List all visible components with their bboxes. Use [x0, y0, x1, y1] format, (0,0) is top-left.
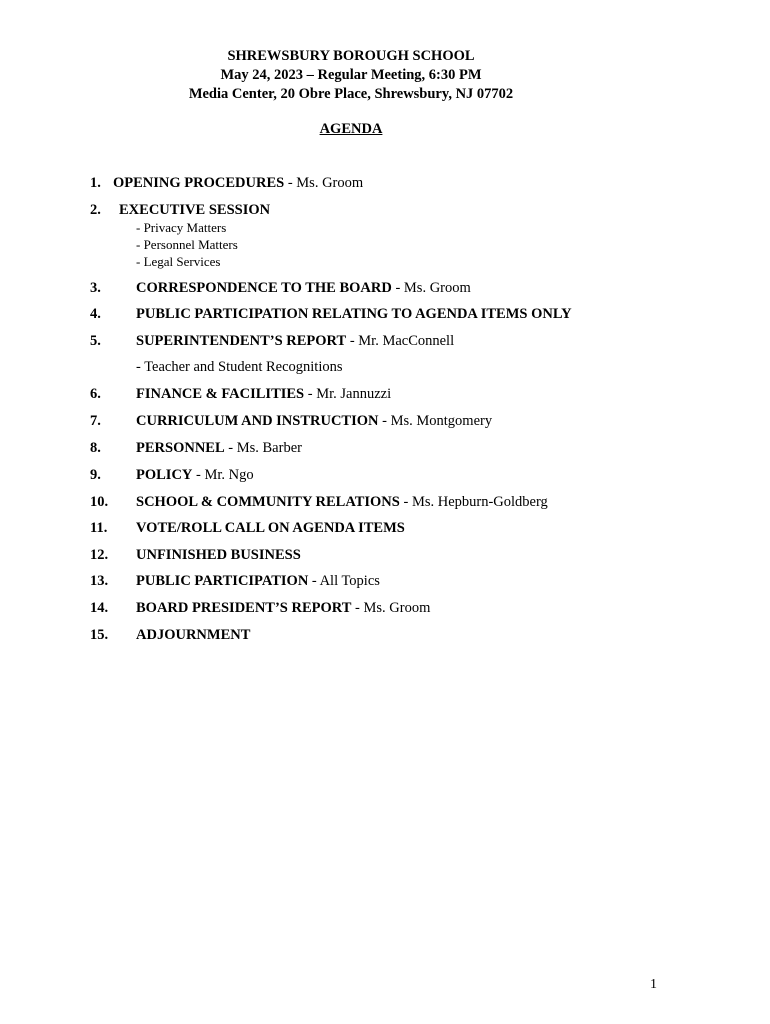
item-presenter: - Mr. Ngo	[192, 467, 254, 483]
agenda-title: AGENDA	[319, 121, 383, 137]
item-number: 12.	[90, 547, 109, 563]
item-title: PERSONNEL	[136, 440, 225, 456]
item-title: VOTE/ROLL CALL ON AGENDA ITEMS	[136, 520, 405, 536]
item-number: 3.	[90, 280, 101, 296]
item-number: 10.	[90, 494, 109, 510]
item-number: 4.	[90, 306, 101, 322]
item-presenter: - Ms. Montgomery	[378, 413, 493, 429]
school-name: SHREWSBURY BOROUGH SCHOOL	[227, 48, 475, 64]
item-title: BOARD PRESIDENT’S REPORT	[136, 600, 352, 616]
item-presenter: - Mr. Jannuzzi	[304, 386, 392, 402]
item-presenter: - Mr. MacConnell	[346, 333, 455, 349]
item-number: 2.	[90, 202, 101, 218]
item-presenter: - Ms. Hepburn-Goldberg	[399, 494, 548, 510]
item-number: 6.	[90, 386, 101, 402]
subitem: - Privacy Matters	[136, 220, 227, 235]
item-presenter: - Ms. Groom	[351, 600, 431, 616]
subitem: - Legal Services	[136, 254, 221, 269]
item-title: PUBLIC PARTICIPATION RELATING TO AGENDA ITEMS ONLY	[136, 306, 572, 322]
item-title: OPENING PROCEDURES	[113, 175, 285, 191]
item-title: PUBLIC PARTICIPATION	[136, 573, 309, 589]
item-number: 1.	[90, 175, 101, 191]
item-title: FINANCE & FACILITIES	[136, 386, 305, 402]
item-presenter: - Ms. Groom	[284, 175, 364, 191]
item-number: 5.	[90, 333, 101, 349]
meeting-location: Media Center, 20 Obre Place, Shrewsbury, NJ 07702	[188, 86, 514, 102]
item-number: 8.	[90, 440, 101, 456]
item-number: 15.	[90, 627, 109, 643]
subitem: - Teacher and Student Recognitions	[136, 359, 343, 375]
item-number: 13.	[90, 573, 109, 589]
item-presenter: - Ms. Groom	[391, 280, 471, 296]
meeting-date-time: May 24, 2023 – Regular Meeting, 6:30 PM	[220, 67, 482, 83]
subitem: - Personnel Matters	[136, 237, 238, 252]
item-number: 7.	[90, 413, 101, 429]
item-number: 14.	[90, 600, 109, 616]
page-number: 1	[650, 977, 657, 992]
item-title: SUPERINTENDENT’S REPORT	[136, 333, 347, 349]
item-title: EXECUTIVE SESSION	[119, 202, 271, 218]
item-title: CURRICULUM AND INSTRUCTION	[136, 413, 379, 429]
item-title: CORRESPONDENCE TO THE BOARD	[136, 280, 392, 296]
item-number: 11.	[90, 520, 108, 536]
item-presenter: - All Topics	[308, 573, 380, 589]
item-title: SCHOOL & COMMUNITY RELATIONS	[136, 494, 400, 510]
item-title: ADJOURNMENT	[136, 627, 251, 643]
item-title: POLICY	[136, 467, 193, 483]
item-presenter: - Ms. Barber	[224, 440, 302, 456]
item-number: 9.	[90, 467, 101, 483]
item-title: UNFINISHED BUSINESS	[136, 547, 301, 563]
document-header	[0, 47, 702, 104]
